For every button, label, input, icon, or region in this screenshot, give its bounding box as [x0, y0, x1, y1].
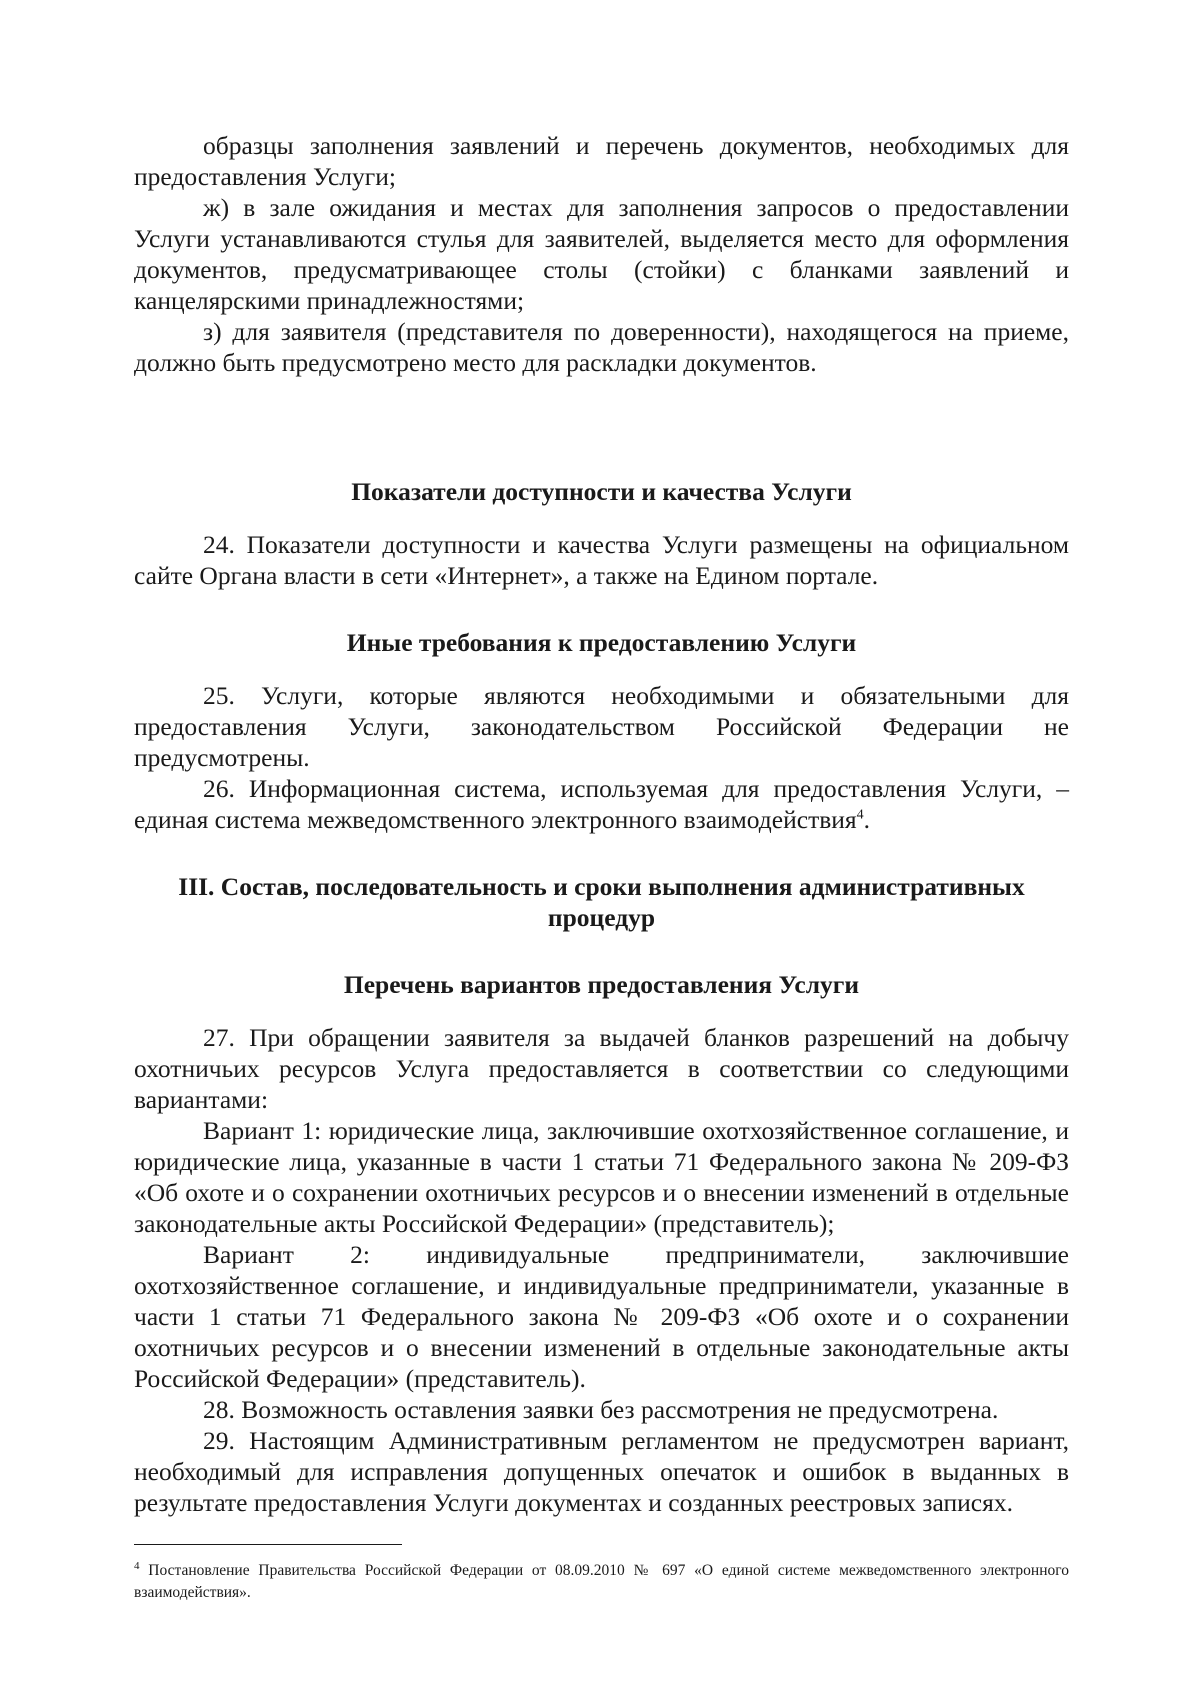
footnote-text: Постановление Правительства Российской Федерации от 08.09.2010 № 697 «О единой системе межведомственного электронного взаимодействия». [134, 1562, 1069, 1601]
paragraph-26-text: 26. Информационная система, используемая для предоставления Услуги, – единая система межведомственного электронного взаимодействия [134, 774, 1069, 834]
heading-variants-list: Перечень вариантов предоставления Услуги [343, 970, 860, 999]
footnote-mark: 4 [134, 1559, 140, 1572]
heading-section-iii: III. Состав, последовательность и сроки выполнения административных процедур [178, 872, 1025, 932]
paragraph-26-end: . [863, 805, 871, 834]
paragraph-29: 29. Настоящим Административным регламентом не предусмотрен вариант, необходимый для исправления допущенных опечаток и ошибок в выданных в результате предоставления Услуги документах и созданных реестровых записях. [134, 1426, 1069, 1517]
paragraph-27: 27. При обращении заявителя за выдачей бланков разрешений на добычу охотничьих ресурсов Услуга предоставляется в соответствии со следующими вариантами: [134, 1023, 1069, 1114]
paragraph-variant-2: Вариант 2: индивидуальные предприниматели, заключившие охотхозяйственное соглашение, и индивидуальные предприниматели, указанные в части 1 статьи 71 Федерального закона № 209-ФЗ «Об охоте и о сохранении охотничьих ресурсов и о внесении изменений в отдельные законодательные акты Российской Федерации» (представитель). [134, 1240, 1069, 1393]
paragraph-28: 28. Возможность оставления заявки без рассмотрения не предусмотрена. [203, 1395, 999, 1424]
heading-other-requirements: Иные требования к предоставлению Услуги [346, 628, 857, 657]
paragraph-25: 25. Услуги, которые являются необходимыми и обязательными для предоставления Услуги, законодательством Российской Федерации не предусмотрены. [134, 681, 1069, 772]
footnote-reference: 4 [856, 807, 864, 823]
paragraph-item-zh: ж) в зале ожидания и местах для заполнения запросов о предоставлении Услуги устанавливаются стулья для заявителей, выделяется место для оформления документов, предусматривающее столы (стойки) с бланками заявлений и канцелярскими принадлежностями; [134, 193, 1069, 315]
footnote [134, 1560, 1069, 1604]
heading-quality-indicators: Показатели доступности и качества Услуги [351, 477, 852, 506]
document-body [134, 130, 1069, 1518]
footnote-separator [134, 1544, 402, 1545]
paragraph-24: 24. Показатели доступности и качества Услуги размещены на официальном сайте Органа власти в сети «Интернет», а также на Едином портале. [134, 530, 1069, 590]
paragraph-variant-1: Вариант 1: юридические лица, заключившие охотхозяйственное соглашение, и юридические лица, указанные в части 1 статьи 71 Федерального закона № 209-ФЗ «Об охоте и о сохранении охотничьих ресурсов и о внесении изменений в отдельные законодательные акты Российской Федерации» (представитель); [134, 1116, 1069, 1238]
paragraph-samples: образцы заполнения заявлений и перечень документов, необходимых для предоставления Услуги; [134, 131, 1069, 191]
paragraph-26 [134, 773, 1069, 835]
paragraph-item-z: з) для заявителя (представителя по доверенности), находящегося на приеме, должно быть предусмотрено место для раскладки документов. [134, 317, 1069, 377]
